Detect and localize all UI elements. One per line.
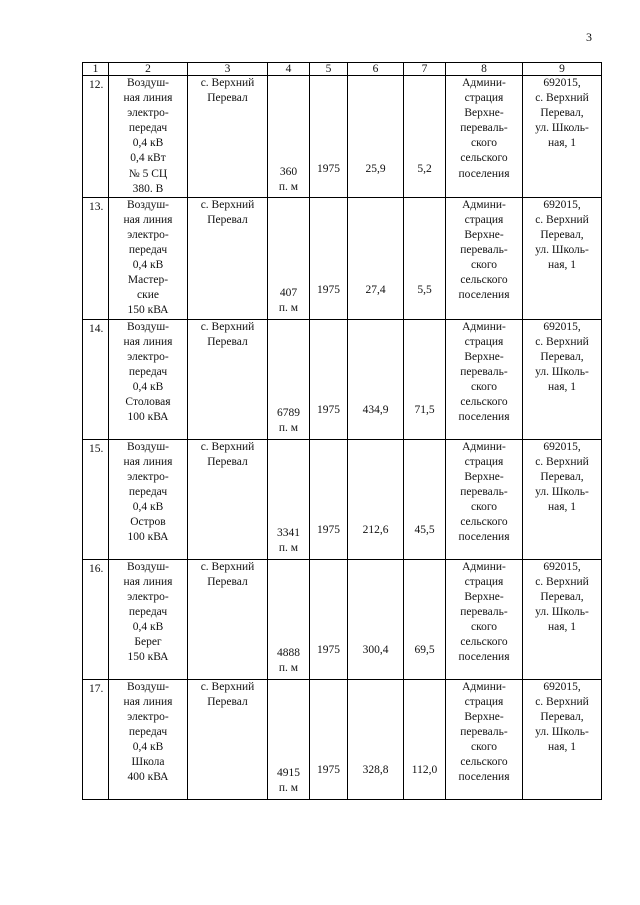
year-value: 1975 — [317, 162, 340, 175]
address: 692015, с. Верхний Перевал, ул. Школь- ная, 1 — [523, 197, 602, 319]
year-value: 1975 — [317, 764, 340, 777]
year-cell — [310, 559, 348, 679]
col7-value: 69,5 — [414, 644, 435, 657]
year-cell — [310, 679, 348, 799]
address: 692015, с. Верхний Перевал, ул. Школь- ная, 1 — [523, 319, 602, 439]
col6-value: 300,4 — [362, 644, 389, 657]
object-name: Воздуш- ная линия электро- передач 0,4 кВ Берег 150 кВА — [109, 559, 188, 679]
header-row — [83, 63, 602, 76]
page-number: 3 — [586, 30, 592, 44]
column-header: 9 — [523, 63, 602, 76]
object-location: с. Верхний Перевал — [188, 197, 268, 319]
address: 692015, с. Верхний Перевал, ул. Школь- ная, 1 — [523, 559, 602, 679]
owner: Админи- страция Верхне- переваль- ского сельского поселения — [446, 319, 523, 439]
length-cell — [268, 439, 310, 559]
owner: Админи- страция Верхне- переваль- ского сельского поселения — [446, 197, 523, 319]
object-location: с. Верхний Перевал — [188, 76, 268, 198]
row-number: 17. — [83, 679, 109, 799]
col6-value: 328,8 — [362, 764, 389, 777]
column-header: 7 — [404, 63, 446, 76]
col6-cell — [348, 559, 404, 679]
object-name: Воздуш- ная линия электро- передач 0,4 кВ Остров 100 кВА — [109, 439, 188, 559]
year-value: 1975 — [317, 404, 340, 417]
column-header: 8 — [446, 63, 523, 76]
object-name: Воздуш- ная линия электро- передач 0,4 кВ Мастер- ские 150 кВА — [109, 197, 188, 319]
table-row — [83, 197, 602, 319]
col6-value: 27,4 — [365, 284, 386, 297]
year-value: 1975 — [317, 524, 340, 537]
length-value: 4915 п. м — [277, 767, 300, 795]
col6-cell — [348, 76, 404, 198]
table-row — [83, 439, 602, 559]
col6-cell — [348, 319, 404, 439]
col7-cell — [404, 76, 446, 198]
col6-value: 25,9 — [365, 162, 386, 175]
object-location: с. Верхний Перевал — [188, 439, 268, 559]
length-cell — [268, 319, 310, 439]
col6-value: 434,9 — [362, 404, 389, 417]
registry-table — [82, 62, 602, 800]
col7-value: 45,5 — [414, 524, 435, 537]
col6-cell — [348, 439, 404, 559]
column-header: 4 — [268, 63, 310, 76]
owner: Админи- страция Верхне- переваль- ского сельского поселения — [446, 439, 523, 559]
col7-value: 71,5 — [414, 404, 435, 417]
length-value: 360 п. м — [278, 165, 299, 193]
owner: Админи- страция Верхне- переваль- ского сельского поселения — [446, 76, 523, 198]
column-header: 3 — [188, 63, 268, 76]
col6-cell — [348, 679, 404, 799]
table-row — [83, 679, 602, 799]
address: 692015, с. Верхний Перевал, ул. Школь- ная, 1 — [523, 439, 602, 559]
column-header: 1 — [83, 63, 109, 76]
address: 692015, с. Верхний Перевал, ул. Школь- ная, 1 — [523, 76, 602, 198]
year-value: 1975 — [317, 644, 340, 657]
year-cell — [310, 439, 348, 559]
length-cell — [268, 679, 310, 799]
length-cell — [268, 197, 310, 319]
table-row — [83, 76, 602, 198]
table-row — [83, 319, 602, 439]
col7-cell — [404, 439, 446, 559]
year-value: 1975 — [317, 284, 340, 297]
object-name: Воздуш- ная линия электро- передач 0,4 кВ Столовая 100 кВА — [109, 319, 188, 439]
row-number: 12. — [83, 76, 109, 198]
column-header: 5 — [310, 63, 348, 76]
object-location: с. Верхний Перевал — [188, 559, 268, 679]
owner: Админи- страция Верхне- переваль- ского сельского поселения — [446, 679, 523, 799]
col7-value: 5,2 — [417, 162, 432, 175]
length-value: 3341 п. м — [277, 527, 300, 555]
row-number: 15. — [83, 439, 109, 559]
length-cell — [268, 559, 310, 679]
row-number: 13. — [83, 197, 109, 319]
col7-cell — [404, 559, 446, 679]
col7-cell — [404, 319, 446, 439]
object-location: с. Верхний Перевал — [188, 319, 268, 439]
col7-value: 112,0 — [411, 764, 438, 777]
length-value: 4888 п. м — [277, 647, 300, 675]
owner: Админи- страция Верхне- переваль- ского сельского поселения — [446, 559, 523, 679]
year-cell — [310, 76, 348, 198]
col7-cell — [404, 197, 446, 319]
year-cell — [310, 319, 348, 439]
col6-value: 212,6 — [362, 524, 389, 537]
address: 692015, с. Верхний Перевал, ул. Школь- ная, 1 — [523, 679, 602, 799]
row-number: 14. — [83, 319, 109, 439]
col7-value: 5,5 — [417, 284, 432, 297]
length-cell — [268, 76, 310, 198]
column-header: 2 — [109, 63, 188, 76]
row-number: 16. — [83, 559, 109, 679]
col6-cell — [348, 197, 404, 319]
length-value: 6789 п. м — [277, 407, 300, 435]
col7-cell — [404, 679, 446, 799]
object-name: Воздуш- ная линия электро- передач 0,4 кВ Школа 400 кВА — [109, 679, 188, 799]
table-row — [83, 559, 602, 679]
column-header: 6 — [348, 63, 404, 76]
length-value: 407 п. м — [278, 287, 299, 315]
year-cell — [310, 197, 348, 319]
object-name: Воздуш- ная линия электро- передач 0,4 кВ 0,4 кВт № 5 СЦ 380. В — [109, 76, 188, 198]
object-location: с. Верхний Перевал — [188, 679, 268, 799]
